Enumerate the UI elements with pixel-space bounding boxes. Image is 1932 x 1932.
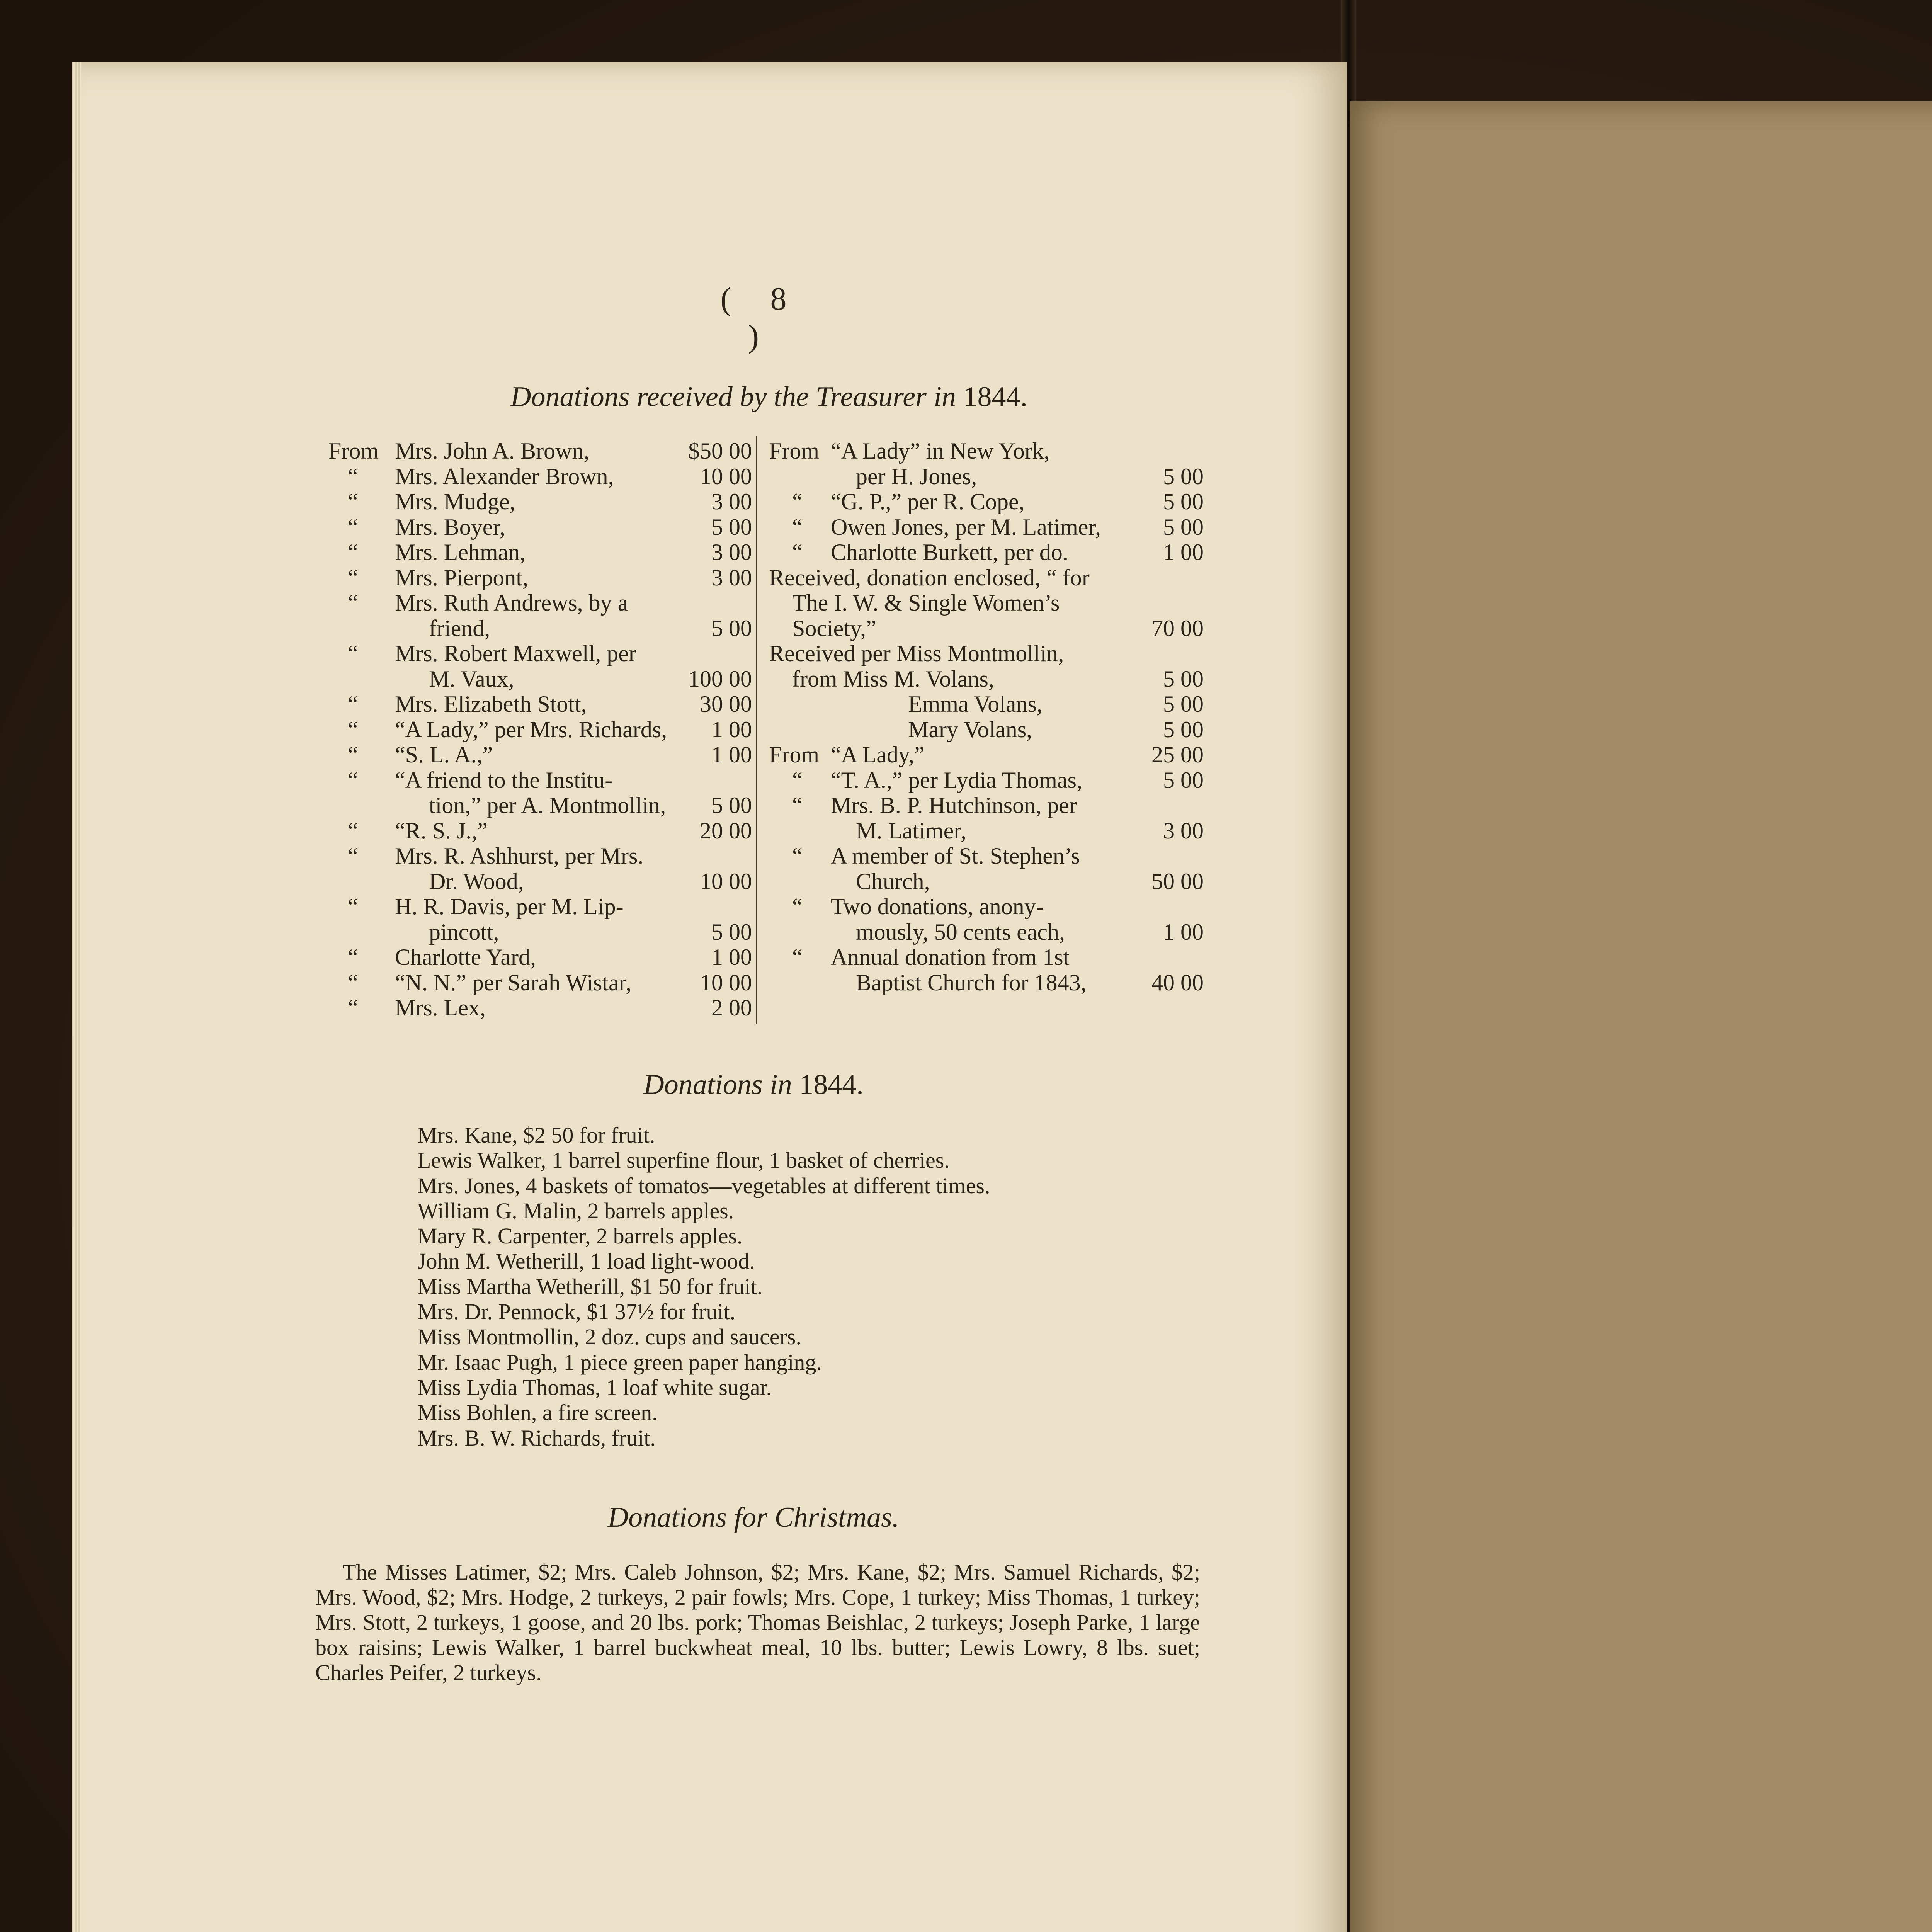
ditto-mark: “ xyxy=(792,514,803,540)
donor-name: Mrs. Robert Maxwell, per xyxy=(395,641,636,666)
donation-amount: 5 00 xyxy=(711,919,752,945)
ditto-mark: “ xyxy=(348,843,358,869)
donation-row xyxy=(769,818,1204,844)
ditto-mark: “ xyxy=(348,944,358,970)
donor-name: Mary Volans, xyxy=(908,716,1032,742)
donation-amount: 40 00 xyxy=(1151,969,1204,995)
donation-row xyxy=(769,717,1204,743)
donation-amount: 70 00 xyxy=(1151,615,1204,641)
donor-name: Received per Miss Montmollin, xyxy=(769,641,1064,666)
donation-row xyxy=(328,692,752,717)
donation-amount: 1 00 xyxy=(1163,539,1204,565)
donor-name: “A friend to the Institu- xyxy=(395,767,613,793)
donor-name: Owen Jones, per M. Latimer, xyxy=(831,514,1101,540)
donation-item: John M. Wetherill, 1 load light-wood. xyxy=(417,1248,755,1274)
ditto-mark: “ xyxy=(348,514,358,540)
donation-item: Miss Martha Wetherill, $1 50 for fruit. xyxy=(417,1274,763,1299)
donation-row xyxy=(328,818,752,844)
donation-item: Mrs. B. W. Richards, fruit. xyxy=(417,1425,656,1451)
donation-row xyxy=(769,970,1204,996)
ditto-mark: “ xyxy=(348,641,358,666)
donor-name: per H. Jones, xyxy=(856,463,977,489)
donation-row xyxy=(328,869,752,895)
donation-row xyxy=(328,844,752,869)
donation-item: Miss Montmollin, 2 doz. cups and saucers. xyxy=(417,1324,801,1350)
christmas-paragraph: The Misses Latimer, $2; Mrs. Caleb Johnson, $2; Mrs. Kane, $2; Mrs. Samuel Richards, $2; Mrs. Wood, $2; Mrs. Hodge, 2 turkeys, 2 pair fowls; Mrs. Cope, 1 turkey; Miss Thomas, 1 turkey; Mrs. Stott, 2 turkeys, 1 goose, and 20 lbs. pork; Thomas Beishlac, 2 turkeys; Joseph Parke, 1 large box raisins; Lewis Walker, 1 barrel buckwheat meal, 10 lbs. butter; Lewis Lowry, 8 lbs. suet; Charles Peifer, 2 turkeys. xyxy=(315,1560,1200,1685)
donation-amount: 1 00 xyxy=(711,742,752,767)
ditto-mark: “ xyxy=(792,944,803,970)
donation-amount: 5 00 xyxy=(711,514,752,540)
donation-row xyxy=(769,439,1204,464)
donation-item: Mrs. Kane, $2 50 for fruit. xyxy=(417,1122,655,1148)
donation-item: Miss Bohlen, a fire screen. xyxy=(417,1400,658,1425)
donation-row xyxy=(769,565,1204,591)
ditto-mark: “ xyxy=(792,539,803,565)
donation-amount: 3 00 xyxy=(711,565,752,590)
donation-amount: $50 00 xyxy=(688,438,752,464)
donor-name: pincott, xyxy=(429,919,499,945)
treasurer-title-text: Donations received by the Treasurer in xyxy=(510,381,956,413)
donation-row xyxy=(328,995,752,1021)
ditto-mark: “ xyxy=(348,969,358,995)
donation-amount: 5 00 xyxy=(1163,716,1204,742)
donor-name: “T. A.,” per Lydia Thomas, xyxy=(831,767,1082,793)
donor-name: Mrs. Lehman, xyxy=(395,539,526,565)
ditto-mark: “ xyxy=(792,894,803,919)
donation-row xyxy=(328,540,752,565)
ditto-mark: “ xyxy=(348,818,358,844)
donation-amount: 5 00 xyxy=(1163,767,1204,793)
donor-name: The I. W. & Single Women’s xyxy=(792,590,1060,616)
donations-title xyxy=(541,1068,966,1101)
donor-name: Society,” xyxy=(792,615,876,641)
donor-name: Church, xyxy=(856,868,930,894)
donation-row xyxy=(769,920,1204,945)
donation-row xyxy=(328,616,752,641)
donation-row xyxy=(769,540,1204,565)
donor-name: Mrs. Alexander Brown, xyxy=(395,463,614,489)
donor-name: “N. N.” per Sarah Wistar, xyxy=(395,969,632,995)
donation-row xyxy=(328,515,752,540)
donation-row xyxy=(769,616,1204,641)
donor-name: “S. L. A.,” xyxy=(395,742,493,767)
donation-row xyxy=(328,768,752,793)
donation-row xyxy=(328,464,752,490)
donation-amount: 1 00 xyxy=(711,716,752,742)
donation-item: Mr. Isaac Pugh, 1 piece green paper hanging. xyxy=(417,1349,822,1375)
donation-row xyxy=(769,515,1204,540)
page-edge-stack xyxy=(72,62,81,1932)
donor-name: “A Lady,” per Mrs. Richards, xyxy=(395,716,667,742)
ditto-mark: “ xyxy=(348,894,358,919)
donation-amount: 5 00 xyxy=(1163,666,1204,692)
ditto-mark: “ xyxy=(348,590,358,616)
donation-row xyxy=(328,742,752,768)
donation-amount: 20 00 xyxy=(700,818,752,844)
donation-amount: 25 00 xyxy=(1151,742,1204,767)
donation-amount: 5 00 xyxy=(1163,463,1204,489)
ditto-mark: “ xyxy=(348,565,358,590)
donation-item: Mary R. Carpenter, 2 barrels apples. xyxy=(417,1223,743,1249)
donation-item: William G. Malin, 2 barrels apples. xyxy=(417,1198,734,1223)
donor-name: H. R. Davis, per M. Lip- xyxy=(395,894,624,919)
donation-amount: 10 00 xyxy=(700,463,752,489)
donation-row xyxy=(328,489,752,515)
treasurer-right-column xyxy=(769,439,1204,995)
ditto-mark: “ xyxy=(348,463,358,489)
from-label: From xyxy=(769,742,820,767)
donor-name: Mrs. Mudge, xyxy=(395,489,515,514)
donor-name: Mrs. Ruth Andrews, by a xyxy=(395,590,628,616)
donation-amount: 3 00 xyxy=(1163,818,1204,844)
donation-row xyxy=(769,464,1204,490)
donation-amount: 1 00 xyxy=(711,944,752,970)
donor-name: Mrs. Lex, xyxy=(395,995,486,1020)
donations-list xyxy=(417,1122,990,1451)
donor-name: from Miss M. Volans, xyxy=(792,666,994,692)
donation-row xyxy=(769,768,1204,793)
donation-amount: 5 00 xyxy=(1163,691,1204,717)
donation-item: Miss Lydia Thomas, 1 loaf white sugar. xyxy=(417,1374,772,1400)
donation-row xyxy=(328,945,752,970)
donation-row xyxy=(769,793,1204,818)
donor-name: friend, xyxy=(429,615,490,641)
donation-row xyxy=(769,844,1204,869)
ditto-mark: “ xyxy=(348,539,358,565)
right-blank-page xyxy=(1350,101,1932,1932)
donation-item: Mrs. Dr. Pennock, $1 37½ for fruit. xyxy=(417,1299,736,1325)
donor-name: Dr. Wood, xyxy=(429,868,524,894)
donation-amount: 30 00 xyxy=(700,691,752,717)
donor-name: “A Lady” in New York, xyxy=(831,438,1050,464)
ditto-mark: “ xyxy=(792,489,803,514)
donation-amount: 10 00 xyxy=(700,868,752,894)
donation-item: Lewis Walker, 1 barrel superfine flour, 1 basket of cherries. xyxy=(417,1148,950,1173)
donation-amount: 10 00 xyxy=(700,969,752,995)
donor-name: Mrs. Elizabeth Stott, xyxy=(395,691,587,717)
donor-name: Two donations, anony- xyxy=(831,894,1044,919)
donor-name: Received, donation enclosed, “ for xyxy=(769,565,1090,590)
donor-name: Mrs. Pierpont, xyxy=(395,565,528,590)
donation-amount: 1 00 xyxy=(1163,919,1204,945)
ditto-mark: “ xyxy=(348,995,358,1020)
donor-name: Mrs. John A. Brown, xyxy=(395,438,590,464)
donation-row xyxy=(328,717,752,743)
treasurer-title-year: 1844. xyxy=(963,381,1027,413)
donation-row xyxy=(328,641,752,667)
donation-row xyxy=(328,667,752,692)
donation-row xyxy=(769,489,1204,515)
donation-amount: 3 00 xyxy=(711,489,752,514)
ditto-mark: “ xyxy=(792,767,803,793)
donor-name: Emma Volans, xyxy=(908,691,1043,717)
donation-amount: 5 00 xyxy=(1163,514,1204,540)
donation-item: Mrs. Jones, 4 baskets of tomatos—vegetables at different times. xyxy=(417,1173,990,1198)
from-label: From xyxy=(769,438,820,464)
ditto-mark: “ xyxy=(792,793,803,818)
ditto-mark: “ xyxy=(348,767,358,793)
donor-name: tion,” per A. Montmollin, xyxy=(429,793,666,818)
from-label: From xyxy=(328,438,379,464)
donation-row xyxy=(769,641,1204,667)
donation-row xyxy=(769,590,1204,616)
donor-name: A member of St. Stephen’s xyxy=(831,843,1080,869)
ditto-mark: “ xyxy=(348,691,358,717)
donor-name: M. Latimer, xyxy=(856,818,966,844)
donor-name: Charlotte Yard, xyxy=(395,944,536,970)
donation-row xyxy=(769,667,1204,692)
donation-amount: 100 00 xyxy=(688,666,752,692)
donor-name: Annual donation from 1st xyxy=(831,944,1070,970)
ditto-mark: “ xyxy=(792,843,803,869)
donations-title-year: 1844. xyxy=(799,1069,864,1100)
donor-name: mously, 50 cents each, xyxy=(856,919,1065,945)
donation-amount: 5 00 xyxy=(1163,489,1204,514)
donations-title-text: Donations in xyxy=(643,1069,792,1100)
donation-row xyxy=(328,970,752,996)
donation-row xyxy=(328,920,752,945)
donation-row xyxy=(769,742,1204,768)
donor-name: M. Vaux, xyxy=(429,666,514,692)
donation-amount: 5 00 xyxy=(711,793,752,818)
donor-name: Charlotte Burkett, per do. xyxy=(831,539,1068,565)
ditto-mark: “ xyxy=(348,742,358,767)
page-number: ( 8 ) xyxy=(720,281,802,354)
donor-name: “R. S. J.,” xyxy=(395,818,488,844)
donation-row xyxy=(769,869,1204,895)
ditto-mark: “ xyxy=(348,489,358,514)
donation-row xyxy=(769,945,1204,970)
donor-name: Mrs. Boyer, xyxy=(395,514,505,540)
donation-row xyxy=(769,894,1204,920)
donor-name: “A Lady,” xyxy=(831,742,925,767)
christmas-title: Donations for Christmas. xyxy=(607,1502,900,1533)
donor-name: Mrs. B. P. Hutchinson, per xyxy=(831,793,1077,818)
donation-row xyxy=(328,590,752,616)
donation-row xyxy=(328,793,752,818)
donation-row xyxy=(328,894,752,920)
treasurer-left-column xyxy=(328,439,752,1021)
donation-amount: 50 00 xyxy=(1151,868,1204,894)
donation-row xyxy=(328,565,752,591)
donation-row xyxy=(328,439,752,464)
donor-name: “G. P.,” per R. Cope, xyxy=(831,489,1025,514)
treasurer-title xyxy=(440,381,1097,413)
donor-name: Baptist Church for 1843, xyxy=(856,969,1087,995)
donation-amount: 2 00 xyxy=(711,995,752,1020)
column-divider xyxy=(756,436,757,1024)
ditto-mark: “ xyxy=(348,716,358,742)
donation-amount: 5 00 xyxy=(711,615,752,641)
donation-row xyxy=(769,692,1204,717)
donor-name: Mrs. R. Ashhurst, per Mrs. xyxy=(395,843,644,869)
donation-amount: 3 00 xyxy=(711,539,752,565)
